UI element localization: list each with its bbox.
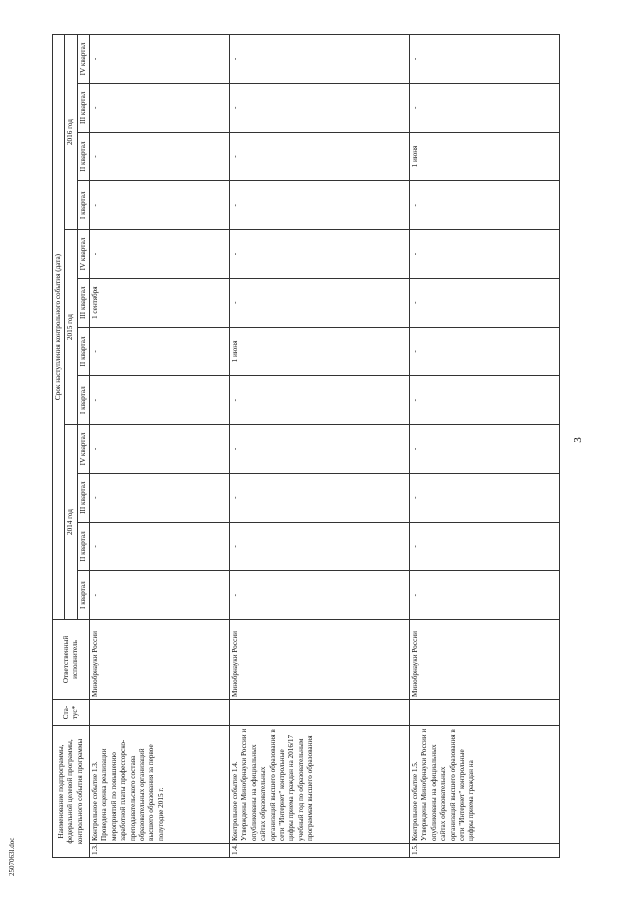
row-date-cell: - <box>90 522 230 571</box>
row-number: 1.4. <box>230 844 410 858</box>
header-quarter: IV квартал <box>77 425 89 474</box>
table-row <box>90 35 230 858</box>
row-date-cell: - <box>90 35 230 84</box>
table-row <box>230 35 410 858</box>
row-number: 1.3. <box>90 844 230 858</box>
row-date-cell: - <box>410 425 560 474</box>
row-date-cell: - <box>410 83 560 132</box>
row-event-name: Контрольное событие 1.3. Проведена оценка реализации мероприятий по повышению заработной платы профессорско-преподавательского состава образовательных организаций высшего образования за первое полугодие 2015 г. <box>90 725 230 843</box>
row-date-cell: - <box>230 473 410 522</box>
row-date-cell: - <box>90 181 230 230</box>
row-date-cell: - <box>410 571 560 620</box>
row-date-cell: - <box>230 522 410 571</box>
row-date-cell: 1 сентября <box>90 278 230 327</box>
header-year-2016: 2016 год <box>65 35 77 230</box>
row-status <box>230 699 410 725</box>
rotated-table-container <box>52 34 600 858</box>
row-date-cell: - <box>90 83 230 132</box>
row-date-cell: - <box>230 278 410 327</box>
row-date-cell: - <box>230 181 410 230</box>
row-event-name: Контрольное событие 1.5. Утверждены Минобрнауки России и опубликованы на официальных сайтах образовательных организаций высшего образования в сети "Интернет" контрольные цифры приема граждан на <box>410 725 560 843</box>
row-date-cell: - <box>90 473 230 522</box>
header-quarter: III квартал <box>77 278 89 327</box>
row-date-cell: 1 июня <box>410 132 560 181</box>
row-date-cell: - <box>230 132 410 181</box>
header-quarter: IV квартал <box>77 230 89 279</box>
header-quarter: II квартал <box>77 327 89 376</box>
footer-filename: 2507063l.doc <box>8 837 16 876</box>
row-number: 1.5. <box>410 844 560 858</box>
header-quarter: II квартал <box>77 522 89 571</box>
row-date-cell: - <box>230 425 410 474</box>
row-status <box>90 699 230 725</box>
row-date-cell: - <box>230 376 410 425</box>
row-date-cell: - <box>410 35 560 84</box>
header-year-2015: 2015 год <box>65 230 77 425</box>
header-quarter: III квартал <box>77 83 89 132</box>
row-date-cell: - <box>230 571 410 620</box>
row-executor: Минобрнауки России <box>410 619 560 699</box>
row-date-cell: 1 июня <box>230 327 410 376</box>
table-body <box>90 35 560 858</box>
header-quarter: II квартал <box>77 132 89 181</box>
header-executor: Ответственный исполнитель <box>53 619 90 699</box>
row-date-cell: - <box>410 230 560 279</box>
header-deadline: Срок наступления контрольного события (дата) <box>53 35 65 620</box>
row-date-cell: - <box>230 35 410 84</box>
row-status <box>410 699 560 725</box>
row-date-cell: - <box>410 327 560 376</box>
row-date-cell: - <box>90 132 230 181</box>
row-date-cell: - <box>410 376 560 425</box>
row-event-name: Контрольное событие 1.4. Утверждены Минобрнауки России и опубликованы на официальных сайтах образовательных организаций высшего образования в сети "Интернет" контрольные цифры приема граждан на 2016/17 учебный год по образовательным программам высшего образования <box>230 725 410 843</box>
header-quarter: III квартал <box>77 473 89 522</box>
header-quarter: IV квартал <box>77 35 89 84</box>
row-date-cell: - <box>90 327 230 376</box>
row-date-cell: - <box>90 376 230 425</box>
header-year-2014: 2014 год <box>65 425 77 620</box>
row-date-cell: - <box>230 83 410 132</box>
header-quarter: I квартал <box>77 376 89 425</box>
header-status: Ста-тус* <box>53 699 90 725</box>
row-date-cell: - <box>90 425 230 474</box>
row-date-cell: - <box>410 522 560 571</box>
row-date-cell: - <box>90 230 230 279</box>
control-events-table <box>52 34 560 858</box>
header-quarter: I квартал <box>77 181 89 230</box>
header-quarter: I квартал <box>77 571 89 620</box>
row-date-cell: - <box>410 473 560 522</box>
row-executor: Минобрнауки России <box>230 619 410 699</box>
row-executor: Минобрнауки России <box>90 619 230 699</box>
row-date-cell: - <box>410 181 560 230</box>
row-date-cell: - <box>90 571 230 620</box>
row-date-cell: - <box>410 278 560 327</box>
page-number: 3 <box>572 437 584 443</box>
header-name: Наименование подпрограммы, федеральной целевой программы, контрольного события программы <box>53 725 90 857</box>
row-date-cell: - <box>230 230 410 279</box>
table-row <box>410 35 560 858</box>
